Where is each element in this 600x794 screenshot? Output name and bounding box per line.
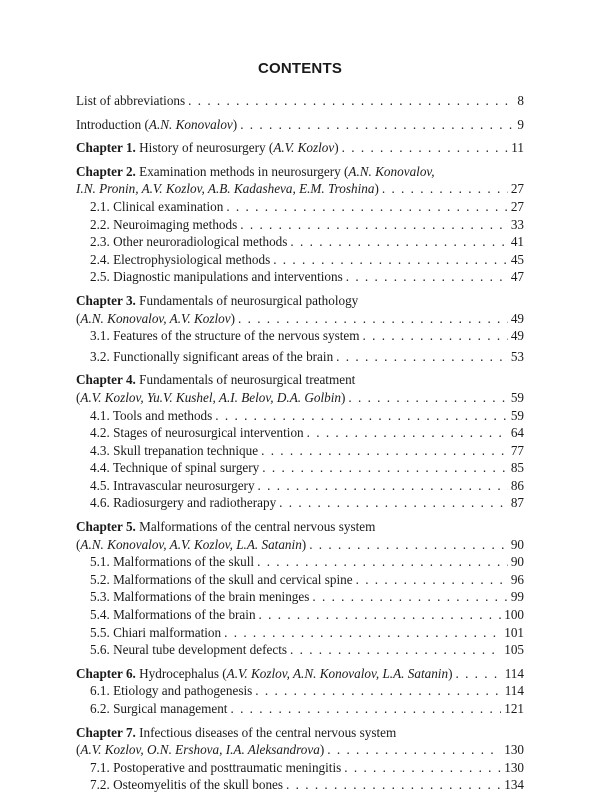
dot-leader [336,348,508,366]
toc-subentry[interactable]: 3.1. Features of the structure of the nervous system . . . 49 [76,327,524,345]
dot-leader [363,327,508,345]
dot-leader [307,424,508,442]
page-number: 114 [504,665,524,681]
entry-author: A.N. Konovalov, A.V. Kozlov [80,310,231,326]
entry-label: Chapter 1. History of neurosurgery (A.V. Kozlov) [76,140,339,156]
page-number: 85 [510,460,524,476]
page-number: 49 [510,328,524,344]
dot-leader [257,553,508,571]
toc-subentry[interactable]: 7.1. Postoperative and posttraumatic meningitis . . . 130 [76,759,524,777]
dot-leader [238,310,508,328]
page-number: 101 [504,624,524,640]
page-number: 134 [504,777,524,793]
dot-leader [279,494,508,512]
page-number: 11 [511,140,524,156]
dot-leader [258,477,508,495]
toc-subentry[interactable]: 4.2. Stages of neurosurgical intervention . . . 64 [76,424,524,442]
page-number: 64 [510,425,524,441]
dot-leader [312,588,507,606]
toc-entry-chapter-7[interactable]: Chapter 7. Infectious diseases of the central nervous system (A.V. Kozlov, O.N. Ershova, I.A. Aleksandrova) . . . 130 [76,724,524,759]
page-number: 86 [510,477,524,493]
entry-label: Chapter 4. Fundamentals of neurosurgical treatment [76,372,356,388]
page-number: 49 [510,310,524,326]
toc-subentry[interactable]: 2.1. Clinical examination . . . 27 [76,198,524,216]
page-number: 121 [504,701,524,716]
entry-author: A.N. Konovalov, A.V. Kozlov, L.A. Satanin [80,536,302,552]
toc-subentry[interactable]: 3.2. Functionally significant areas of the brain . . . 53 [76,348,524,366]
entry-label: Chapter 5. Malformations of the central nervous system [76,519,376,535]
table-of-contents [76,92,524,794]
toc-subentry[interactable]: 5.4. Malformations of the brain . . . 100 [76,606,524,624]
dot-leader [290,641,501,659]
page-number: 53 [510,348,524,364]
toc-subentry[interactable]: 6.2. Surgical management . . . 121 [76,700,524,718]
toc-entry-abbreviations[interactable] [76,92,524,110]
toc-entry-chapter-4[interactable]: Chapter 4. Fundamentals of neurosurgical treatment (A.V. Kozlov, Yu.V. Kushel, A.I. Belov, D.A. Golbin) . . . 59 [76,371,524,406]
page-number: 33 [510,216,524,232]
dot-leader [226,198,508,216]
page-number: 77 [510,442,524,458]
entry-label: Chapter 6. Hydrocephalus (A.V. Kozlov, A.N. Konovalov, L.A. Satanin) [76,665,453,681]
dot-leader [230,700,501,718]
entry-author: A.V. Kozlov, A.N. Konovalov, L.A. Satanin [226,665,449,681]
entry-author: A.V. Kozlov [273,140,335,156]
dot-leader [259,606,502,624]
dot-leader [382,180,508,198]
dot-leader [255,682,501,700]
toc-entry-introduction[interactable] [76,116,524,134]
entry-label: Introduction (A.N. Konovalov) [76,116,238,132]
page-number: 45 [510,251,524,267]
page-number: 96 [510,571,524,587]
toc-entry-chapter-1[interactable] [76,139,524,157]
toc-subentry[interactable]: 7.2. Osteomyelitis of the skull bones . . . 134 [76,776,524,794]
page-number: 41 [510,234,524,250]
page-number: 99 [510,589,524,605]
page-number: 114 [504,683,524,699]
chapter-number: Chapter 4. [76,372,136,388]
page-number: 130 [504,742,524,758]
page-title: CONTENTS [257,60,343,77]
dot-leader [286,776,501,794]
toc-subentry[interactable]: 4.1. Tools and methods . . . 59 [76,407,524,425]
toc-subentry[interactable]: 5.6. Neural tube development defects . . . 105 [76,641,524,659]
page-number: 90 [510,536,524,552]
toc-subentry[interactable]: 4.3. Skull trepanation technique . . . 77 [76,442,524,460]
entry-label: List of abbreviations [76,93,186,108]
dot-leader [344,759,501,777]
page-number: 27 [510,198,524,214]
page-number: 100 [504,607,524,623]
toc-subentry[interactable]: 2.2. Neuroimaging methods . . . 33 [76,216,524,234]
page-number: 59 [510,389,524,405]
chapter-number: Chapter 1. [76,140,136,156]
entry-author: A.V. Kozlov, O.N. Ershova, I.A. Aleksandrova [80,742,320,758]
toc-subentry[interactable]: 2.4. Electrophysiological methods . . . 45 [76,251,524,269]
page-number: 90 [510,554,524,570]
chapter-number: Chapter 6. [76,665,136,681]
toc-subentry[interactable]: 4.6. Radiosurgery and radiotherapy . . . 87 [76,494,524,512]
page-number: 47 [510,269,524,285]
dot-leader [262,459,508,477]
chapter-number: Chapter 2. [76,163,136,179]
toc-entry-chapter-3[interactable]: Chapter 3. Fundamentals of neurosurgical pathology (A.N. Konovalov, A.V. Kozlov) . . . 49 [76,292,524,327]
page-number: 87 [510,495,524,511]
dot-leader [261,442,508,460]
dot-leader [309,536,508,554]
toc-entry-chapter-5[interactable]: Chapter 5. Malformations of the central nervous system (A.N. Konovalov, A.V. Kozlov, L.A. Satanin) . . . 90 [76,518,524,553]
dot-leader [348,389,507,407]
entry-author: A.N. Konovalov [148,116,233,132]
page-number: 27 [510,181,524,197]
chapter-number: Chapter 3. [76,292,136,308]
entry-label: Chapter 3. Fundamentals of neurosurgical pathology [76,292,359,308]
dot-leader [215,407,508,425]
dot-leader [356,571,508,589]
dot-leader [290,233,507,251]
toc-entry-chapter-2[interactable]: Chapter 2. Examination methods in neurosurgery (A.N. Konovalov, I.N. Pronin, A.V. Kozlov, A.B. Kadasheva, E.M. Troshina) . . . 27 [76,163,524,198]
page-number: 8 [517,93,524,108]
page-number: 9 [517,116,524,132]
entry-label: Chapter 7. Infectious diseases of the central nervous system [76,724,397,740]
toc-entry-chapter-6[interactable] [76,665,524,683]
toc-subentry[interactable]: 2.5. Diagnostic manipulations and interventions . . . 47 [76,268,524,286]
toc-subentry[interactable]: 4.4. Technique of spinal surgery . . . 85 [76,459,524,477]
toc-subentry[interactable]: 4.5. Intravascular neurosurgery . . . 86 [76,477,524,495]
chapter-number: Chapter 5. [76,519,136,535]
chapter-number: Chapter 7. [76,724,136,740]
dot-leader [273,251,508,269]
dot-leader [455,665,501,683]
toc-subentry[interactable]: 5.1. Malformations of the skull . . . 90 [76,553,524,571]
toc-subentry[interactable]: 5.3. Malformations of the brain meninges . . . 99 [76,588,524,606]
toc-subentry[interactable]: 5.5. Chiari malformation . . . 101 [76,624,524,642]
page-number: 59 [510,407,524,423]
toc-subentry[interactable]: 2.3. Other neuroradiological methods . . . 41 [76,233,524,251]
toc-subentry[interactable]: 6.1. Etiology and pathogenesis . . . 114 [76,682,524,700]
entry-author: I.N. Pronin, A.V. Kozlov, A.B. Kadasheva, E.M. Troshina [76,181,375,197]
dot-leader [346,268,508,286]
page-number: 130 [504,759,524,775]
dot-leader [240,216,508,234]
dot-leader [188,92,514,110]
entry-author: A.V. Kozlov, Yu.V. Kushel, A.I. Belov, D.A. Golbin [80,389,341,405]
dot-leader [342,139,509,157]
toc-subentry[interactable]: 5.2. Malformations of the skull and cervical spine . . . 96 [76,571,524,589]
dot-leader [240,116,514,134]
entry-label: Chapter 2. Examination methods in neurosurgery (A.N. Konovalov, [76,163,435,179]
dot-leader [224,624,501,642]
page-number: 105 [504,642,524,658]
